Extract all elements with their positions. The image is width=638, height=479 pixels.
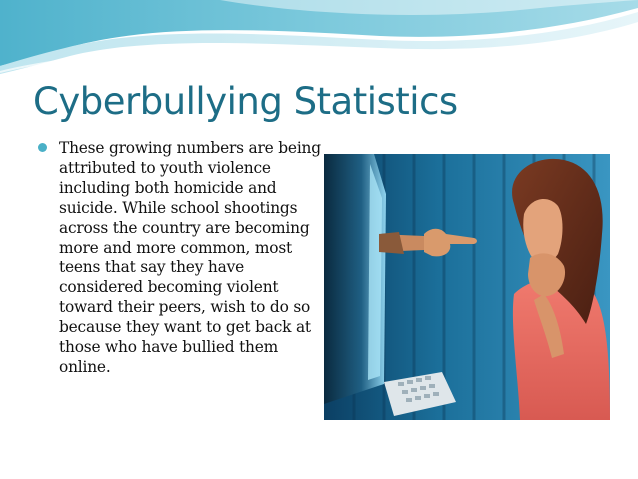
header-wave-decoration: [0, 0, 638, 80]
slide-title: Cyberbullying Statistics: [33, 80, 458, 123]
bullet-text: These growing numbers are being attributed to youth violence including both homicide and suicide. While school shootings across the country are becoming more and more common, most teens that say they have considered becoming violent toward their peers, wish to do so because they want to get back at those who have bullied them online.: [59, 139, 321, 376]
photo-illustration: [324, 154, 610, 420]
bullet-list: [38, 138, 328, 377]
bullet-item: [38, 138, 328, 377]
bullet-dot-icon: [38, 143, 47, 152]
